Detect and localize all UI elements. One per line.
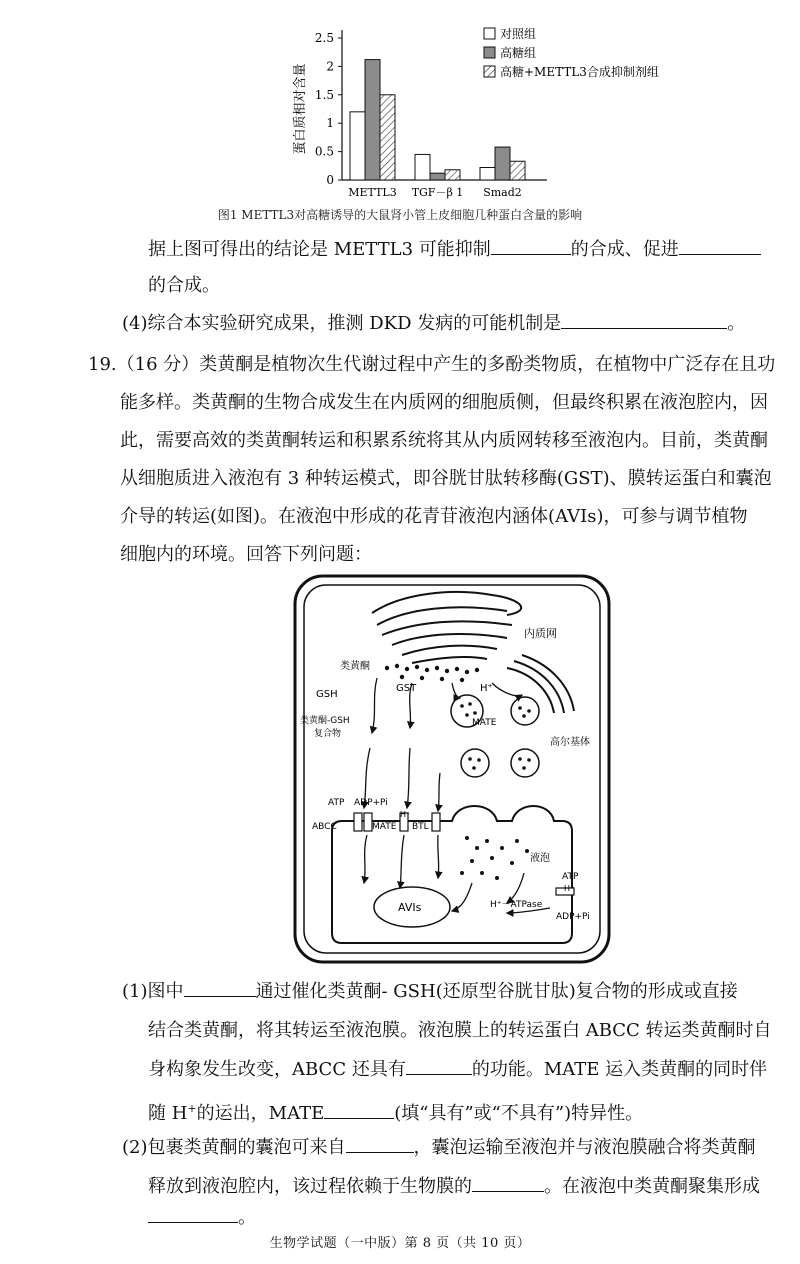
legend-swatch <box>484 66 495 77</box>
legend-swatch <box>484 28 495 39</box>
y-tick-label: 2 <box>326 59 334 74</box>
label-vacuole: 液泡 <box>530 853 550 864</box>
figure-caption: 图1 METTL3对高糖诱导的大鼠肾小管上皮细胞几种蛋白含量的影响 <box>217 208 583 222</box>
label-abcc: ABCC <box>312 822 337 832</box>
bar <box>495 147 510 180</box>
x-tick-label: METTL3 <box>348 186 397 199</box>
chart-svg <box>270 18 690 228</box>
answer-blank[interactable] <box>406 1052 472 1075</box>
answer-blank[interactable] <box>346 1130 414 1153</box>
answer-blank[interactable] <box>561 306 727 329</box>
bar <box>510 161 525 180</box>
q19-line-1: 19.（16 分）类黄酮是植物次生代谢过程中产生的多酚类物质，在植物中广泛存在且功 <box>88 354 776 375</box>
legend-label: 对照组 <box>500 27 537 41</box>
conclusion-line-1: 据上图可得出的结论是 METTL3 可能抑制 的合成、促进 <box>148 230 761 270</box>
bar <box>480 168 495 180</box>
answer-blank[interactable] <box>184 974 256 997</box>
answer-blank[interactable] <box>148 1200 238 1223</box>
label-gst: GST <box>396 683 417 694</box>
bar <box>365 60 380 180</box>
label-btl: BTL <box>412 822 429 832</box>
y-tick-label: 1 <box>326 116 334 131</box>
x-tick-label: TGF－β 1 <box>411 186 464 199</box>
y-tick-label: 2.5 <box>314 31 334 45</box>
label-avis: AVIs <box>398 901 422 914</box>
q19-line-5: 介导的转运(如图)。在液泡中形成的花青苷液泡内涵体(AVIs)，可参与调节植物 <box>120 506 748 527</box>
legend-label: 高糖+METTL3合成抑制剂组 <box>500 65 659 79</box>
flavonoid-transport-diagram <box>292 573 612 965</box>
sub-q2-line-2: 释放到液泡腔内，该过程依赖于生物膜的 。在液泡中类黄酮聚集形成 <box>148 1167 760 1207</box>
label-atp-2: ATP <box>562 872 579 882</box>
label-atpase: H⁺－ATPase <box>490 900 543 910</box>
sub-q1-line-3: 身构象发生改变，ABCC 还具有 的功能。MATE 运入类黄酮的同时伴 <box>148 1050 767 1090</box>
label-adp-2: ADP+Pi <box>556 912 590 922</box>
label-mate-top: MATE <box>472 718 497 728</box>
y-tick-label: 0.5 <box>314 144 334 159</box>
label-mate-mid: MATE <box>372 822 397 832</box>
bar-chart <box>270 18 690 228</box>
label-adp-1: ADP+Pi <box>354 798 388 808</box>
bar <box>380 95 395 180</box>
label-hplus-top: H⁺ <box>480 683 493 694</box>
sub-q1-line-2: 结合类黄酮，将其转运至液泡膜。液泡膜上的转运蛋白 ABCC 转运类黄酮时自 <box>148 1020 772 1041</box>
label-hplus-mid: H⁺ <box>400 810 411 819</box>
bar <box>415 154 430 180</box>
answer-blank[interactable] <box>472 1169 544 1192</box>
question-4: (4)综合本实验研究成果，推测 DKD 发病的可能机制是 。 <box>122 304 745 344</box>
q19-line-2: 能多样。类黄酮的生物合成发生在内质网的细胞质侧，但最终积累在液泡腔内，因 <box>120 392 768 413</box>
label-complex-1: 类黄酮-GSH <box>300 716 350 726</box>
y-tick-label: 1.5 <box>314 87 334 102</box>
y-tick-label: 0 <box>326 173 334 187</box>
label-flavonoid: 类黄酮 <box>340 661 370 672</box>
sub-q1-line-4: 随 H+的运出，MATE (填“具有”或“不具有”)特异性。 <box>148 1089 643 1134</box>
label-complex-2: 复合物 <box>314 729 342 739</box>
label-hplus-right: H⁺ <box>564 884 575 893</box>
bar <box>445 170 460 180</box>
label-er: 内质网 <box>524 627 557 640</box>
answer-blank[interactable] <box>324 1096 394 1119</box>
bar <box>350 112 365 180</box>
sub-q2-line-1: (2)包裹类黄酮的囊泡可来自 ，囊泡运输至液泡并与液泡膜融合将类黄酮 <box>122 1128 756 1168</box>
x-tick-label: Smad2 <box>483 186 522 199</box>
q19-line-3: 此，需要高效的类黄酮转运和积累系统将其从内质网转移至液泡内。目前，类黄酮 <box>120 430 768 451</box>
legend-label: 高糖组 <box>500 46 537 60</box>
label-gsh: GSH <box>316 689 338 700</box>
bar <box>430 173 445 180</box>
legend-swatch <box>484 47 495 58</box>
label-atp-1: ATP <box>328 798 345 808</box>
answer-blank[interactable] <box>491 232 571 255</box>
q19-line-6: 细胞内的环境。回答下列问题： <box>120 544 372 565</box>
sub-q2-line-3: 。 <box>148 1198 256 1238</box>
label-golgi: 高尔基体 <box>550 737 590 748</box>
y-axis-label: 蛋白质相对含量 <box>293 63 308 155</box>
q19-line-4: 从细胞质进入液泡有 3 种转运模式，即谷胱甘肽转移酶(GST)、膜转运蛋白和囊泡 <box>120 468 772 489</box>
answer-blank[interactable] <box>679 232 761 255</box>
conclusion-line-2: 的合成。 <box>148 275 220 296</box>
sub-q1-line-1: (1)图中 通过催化类黄酮- GSH(还原型谷胱甘肽)复合物的形成或直接 <box>122 972 738 1012</box>
page-footer: 生物学试题（一中版）第 8 页（共 10 页） <box>269 1236 531 1251</box>
